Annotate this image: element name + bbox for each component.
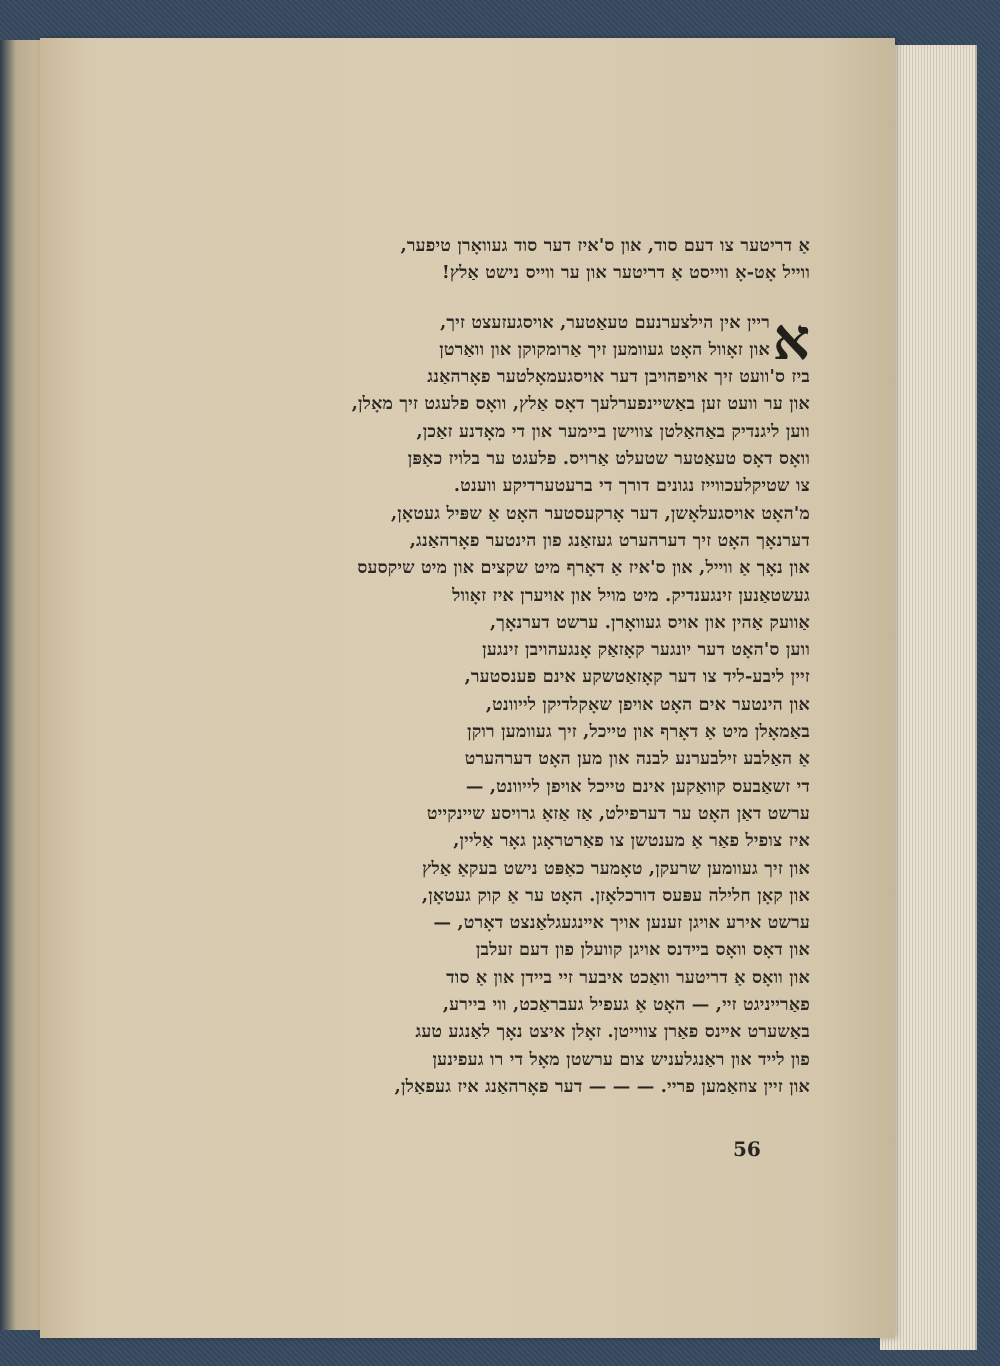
paragraph bbox=[160, 304, 810, 373]
text-line: און נאָך אַ ווייל, און ס'איז אַ דאָרף מיט שקצים און מיט שיקסעס bbox=[357, 558, 810, 579]
text-line: די זשאַבעס קוואַקען אינם טייכל אויפן לייוונט, — bbox=[465, 776, 810, 797]
left-page-edge bbox=[0, 40, 40, 1330]
text-line: און הינטער אים האָט אויפן שאָקלדיקן לייוונט, bbox=[485, 694, 810, 715]
text-line: ווען ס'האָט דער יונגער קאָזאַק אָנגעהויבן זינגען bbox=[482, 640, 810, 661]
text-line: און זיך געוומען שרעקן, טאָמער כאַפּט נישט בעקאַ אַלץ bbox=[422, 858, 810, 879]
text-line: אַ דריטער צו דעם סוד, און ס'איז דער סוד געוואָרן טיפער, bbox=[400, 236, 810, 256]
text-line: באַשערט אײנס פאַרן צווייטן. זאָלן איצט נאָך לאַנגע טעג bbox=[415, 1022, 810, 1043]
text-line: און זיין צוזאַמען פריי. — — — דער פאָרהאַנג איז געפאַלן, bbox=[394, 1076, 810, 1097]
body-lines bbox=[160, 364, 810, 1101]
text-line: ערשט אירע אויגן זענען אויך אײנגעגלאַנצט דאָרט, — bbox=[433, 913, 810, 934]
text-line: פאַרייניגט זיי, — האָט אַ געפיל געבראַכט, ווי ביירע, bbox=[442, 995, 810, 1016]
text-line: און ער וועט זען באַשיינפערלעך דאָס אַלץ, וואָס פלעגט זיך מאָלן, bbox=[351, 394, 810, 415]
page-number: 56 bbox=[733, 1137, 761, 1161]
text-line: אַוועק אַהין און אויס געוואָרן. ערשט דערנאָך, bbox=[489, 612, 810, 633]
page-text bbox=[160, 233, 810, 1101]
text-line: געשטאַנען זינגענדיק. מיט מויל און אויערן איז זאָוול bbox=[452, 585, 810, 606]
text-line: צו שטיקלעכווייז נגונים דורך די ברעטערדיקע ווענט. bbox=[453, 476, 810, 497]
text-line: און קאָן חלילה עפּעס דורכלאָזן. האָט ער אַ קוק געטאָן, bbox=[421, 885, 810, 906]
text-line: ווייל אָט-אָ ווייסט אַ דריטער און ער ווייס נישט אַלץ! bbox=[441, 263, 810, 284]
text-line: ביז ס'וועט זיך אויפהויבן דער אויסגעמאָלטער פאָרהאַנג bbox=[427, 367, 810, 388]
book-page bbox=[40, 38, 895, 1338]
text-line: דערנאָך האָט זיך דערהערט געזאַנג פון הינטער פאָרהאַנג, bbox=[409, 530, 810, 551]
drop-cap: א bbox=[772, 304, 810, 373]
text-line: זיין ליבע-ליד צו דער קאָזאַטשקע אינם פענסטער, bbox=[464, 667, 810, 688]
text-line: ערשט דאַן האָט ער דערפילט, אַז אַזאַ גרויסע שיינקייט bbox=[426, 803, 810, 824]
text-line: באַמאָלן מיט אַ דאָרף און טייכל, זיך געוומען רוקן bbox=[467, 722, 810, 743]
text-line: און זאָוול האָט געוומען זיך אַרומקוקן און וואַרטן bbox=[439, 339, 770, 360]
text-line: און דאָס וואָס בײדנס אויגן קוועלן פון דעם זעלבן bbox=[475, 940, 810, 961]
text-line: און וואָס אַ דריטער וואַכט איבער זיי ביידן און אַ סוד bbox=[446, 967, 810, 988]
text-line: איז צופיל פאַר אַ מענטשן צו פאַרטראָגן גאָר אַליין, bbox=[453, 831, 810, 852]
stanza-gap bbox=[160, 288, 810, 310]
text-line: פון לייד און ראַנגלעניש צום ערשטן מאָל די רו געפינען bbox=[432, 1049, 810, 1070]
text-line: וואָס דאָס טעאַטער שטעלט אַרויס. פלעגט ער בלויז כאַפּן bbox=[407, 449, 810, 470]
text-line: אַ האַלבע זילבערנע לבנה און מען האָט דערהערט bbox=[464, 749, 810, 770]
text-line: ווען ליגנדיק באַהאַלטן צווישן ביימער און די מאָדנע זאַכן, bbox=[416, 421, 810, 442]
text-line: ריין אין הילצערנעם טעאַטער, אויסגעזעצט זיך, bbox=[440, 312, 770, 333]
text-line: מ'האָט אויסגעלאָשן, דער אָרקעסטער האָט אַ שפּיל געטאָן, bbox=[390, 503, 810, 524]
